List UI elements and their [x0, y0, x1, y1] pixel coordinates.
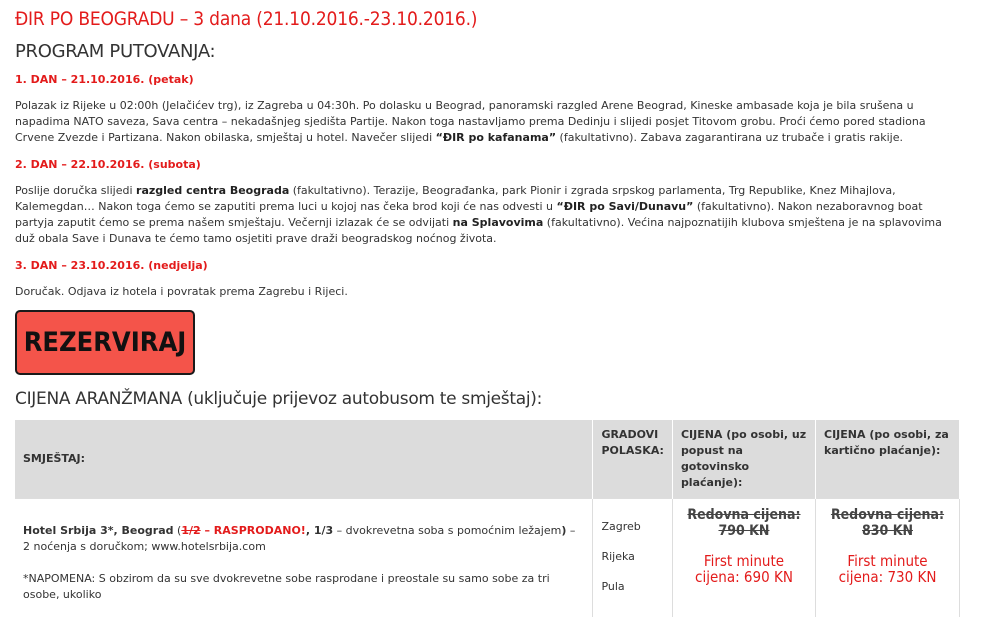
cash-fm-label: First minute	[681, 553, 807, 569]
day-1-heading: 1. DAN – 21.10.2016. (petak)	[15, 73, 194, 86]
header-accommodation: SMJEŠTAJ:	[15, 420, 593, 499]
day-3-heading: 3. DAN – 23.10.2016. (nedjelja)	[15, 259, 208, 272]
price-heading: CIJENA ARANŽMANA (uključuje prijevoz autobusom te smještaj):	[15, 389, 542, 409]
day-2-heading: 2. DAN – 22.10.2016. (subota)	[15, 158, 201, 171]
card-fm-label: First minute	[824, 553, 951, 569]
city-rijeka: Rijeka	[601, 549, 664, 565]
hotel-note: *NAPOMENA: S obzirom da su sve dvokrevetne sobe rasprodane i preostale su samo sobe za tri osobe, ukoliko	[23, 571, 584, 603]
cash-fm-value: cijena: 690 KN	[681, 569, 807, 585]
program-heading: PROGRAM PUTOVANJA:	[15, 41, 215, 62]
hotel-cell	[15, 499, 593, 617]
reserve-button[interactable]: REZERVIRAJ	[15, 310, 195, 375]
day-1-text: Polazak iz Rijeke u 02:00h (Jelačićev trg), iz Zagreba u 04:30h. Po dolasku u Beograd, panoramski razgled Arene Beograd, Kineske ambasade koja je bila srušena u napadima NATO saveza, Sava centra – nekadašnjeg sjedišta Partije. Nakon toga nastavljamo prema Dedinju i slijedi posjet Titovom grobu. Proći ćemo pored stadiona Crvene Zvezde i Partizana. Nakon obilaska, smještaj u hotel. Navečer slijedi “ĐIR po kafanama” (fakultativno). Zabava zagarantirana uz trubače i gratis rakije.	[15, 98, 960, 146]
header-cash-price: CIJENA (po osobi, uz popust na gotovinsko plaćanje):	[672, 420, 815, 499]
card-price-cell	[816, 499, 960, 617]
table-header-row	[15, 420, 960, 499]
hotel-description: Hotel Srbija 3*, Beograd (1/2 – RASPRODANO!, 1/3 – dvokrevetna soba s pomoćnim ležajem) – 2 noćenja s doručkom; www.hotelsrbija.com	[23, 524, 575, 553]
card-regular-label: Redovna cijena:	[824, 507, 951, 523]
day-3-text: Doručak. Odjava iz hotela i povratak prema Zagrebu i Rijeci.	[15, 284, 960, 300]
cash-regular-label: Redovna cijena:	[681, 507, 807, 523]
day-2-text: Poslije doručka slijedi razgled centra Beograda (fakultativno). Terazije, Beograđanka, park Pionir i zgrada srpskog parlamenta, Trg Republike, Knez Mihajlova, Kalemegdan… Nakon toga ćemo se zaputiti prema luci u kojoj nas čeka brod koji će nas odvesti u “ĐIR po Savi/Dunavu” (fakultativno). Nakon nezaboravnog boat partyja zaputit ćemo se prema našem smještaju. Večernji izlazak će se odvijati na Splavovima (fakultativno). Većina najpoznatijih klubova smještena je na splavovima duž obala Save i Dunava te ćemo tamo osjetiti prave draži beogradskog noćnog života.	[15, 183, 960, 247]
city-zagreb: Zagreb	[601, 519, 664, 535]
price-table	[15, 420, 960, 617]
card-fm-value: cijena: 730 KN	[824, 569, 951, 585]
card-regular-value: 830 KN	[824, 523, 951, 539]
table-row	[15, 499, 960, 617]
city-pula: Pula	[601, 579, 664, 595]
cities-cell	[593, 499, 673, 617]
cash-price-cell	[672, 499, 815, 617]
cash-regular-value: 790 KN	[681, 523, 807, 539]
header-card-price: CIJENA (po osobi, za kartično plaćanje):	[816, 420, 960, 499]
page-title: ĐIR PO BEOGRADU – 3 dana (21.10.2016.-23.10.2016.)	[15, 8, 477, 30]
header-cities: GRADOVI POLASKA:	[593, 420, 673, 499]
